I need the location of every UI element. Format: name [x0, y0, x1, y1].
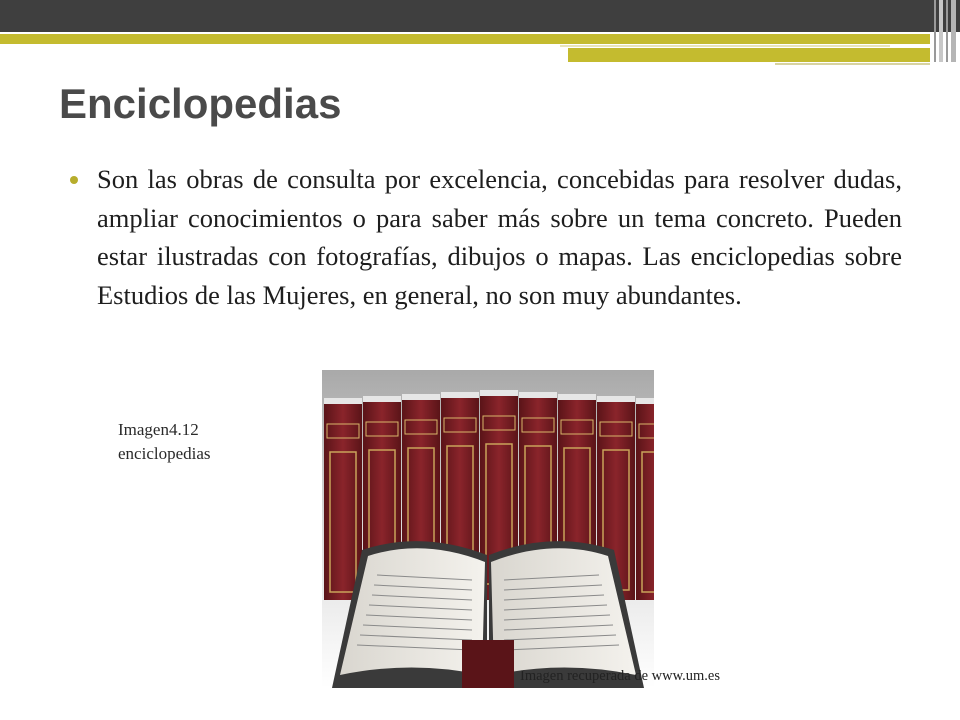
- book-top-edge: [363, 396, 401, 402]
- gold-accent-band: [0, 34, 930, 44]
- image-caption: [118, 418, 268, 466]
- bullet-icon: [70, 176, 78, 184]
- book-top-edge: [402, 394, 440, 400]
- book-top-edge: [480, 390, 518, 396]
- book-top-edge: [636, 398, 654, 404]
- top-dark-bar: [0, 0, 960, 32]
- accent-line: [560, 45, 890, 47]
- caption-line-2: enciclopedias: [118, 444, 211, 463]
- book-top-edge: [441, 392, 479, 398]
- image-credit: Imagen recuperada de www.um.es: [520, 668, 720, 684]
- caption-line-1: Imagen4.12: [118, 420, 199, 439]
- book-top-edge: [519, 392, 557, 398]
- encyclopedia-books-image: [322, 370, 654, 688]
- book-top-edge: [597, 396, 635, 402]
- bullet-text: Son las obras de consulta por excelencia, concebidas para resolver dudas, ampliar conocimientos o para saber más sobre un tema concreto. Pueden estar ilustradas con fotografías, dibujos o mapas. Las enciclopedias sobre Estudios de las Mujeres, en general, no son muy abundantes.: [97, 164, 902, 310]
- slide-title: Enciclopedias: [59, 80, 342, 127]
- accent-line-short: [775, 63, 930, 65]
- decorative-vertical-lines: [930, 0, 960, 62]
- book-top-edge: [558, 394, 596, 400]
- gold-accent-band-short: [568, 48, 930, 62]
- book-top-edge: [324, 398, 362, 404]
- bullet-item: [70, 160, 902, 314]
